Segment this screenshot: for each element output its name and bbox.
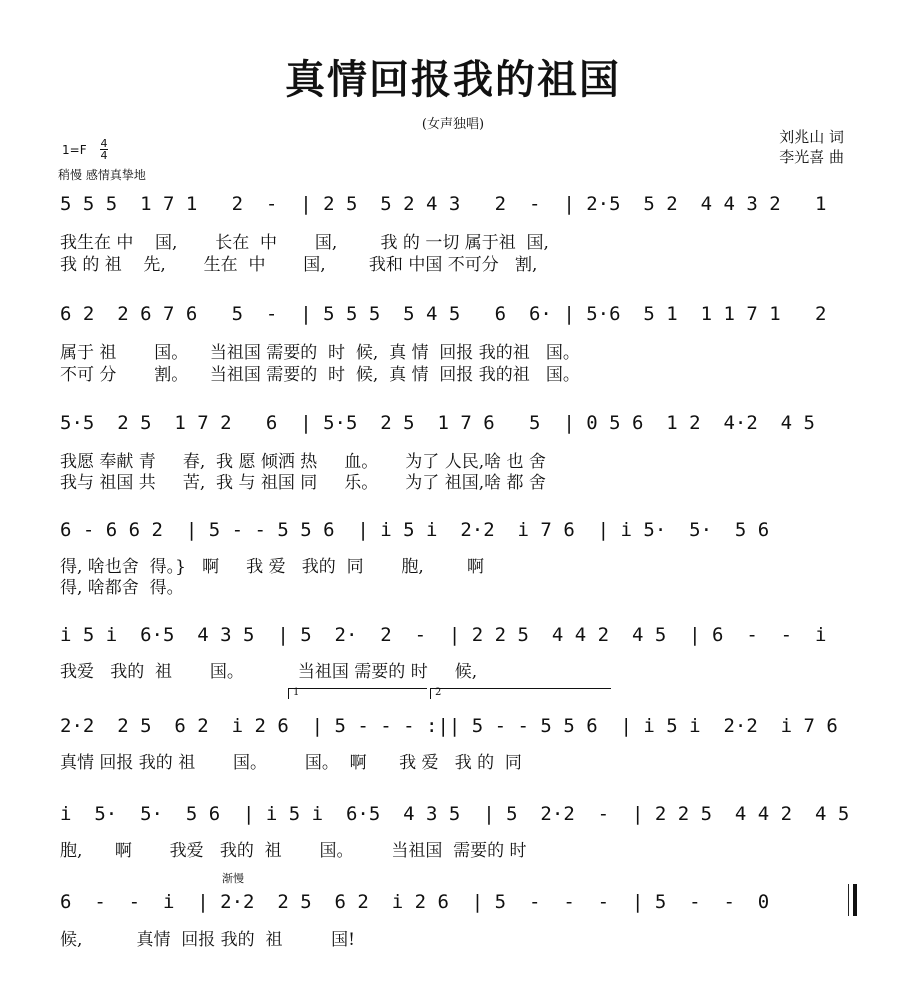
lyric-line-1: 属于 祖 国。 当祖国 需要的 时 候, 真 情 回报 我的祖 国。 [60,343,580,363]
lyricist-credit: 刘兆山 词 [779,128,844,146]
song-title: 真情回报我的祖国 [285,56,621,103]
lyric-line-2: 不可 分 割。 当祖国 需要的 时 候, 真 情 回报 我的祖 国。 [60,365,580,385]
key-signature: 1=F [62,143,87,157]
performance-note: (女声独唱) [421,117,485,132]
notes-line: i 5 i 6·5 4 3 5 | 5 2· 2 - | 2 2 5 4 4 2 4 5 | 6 - - i [60,624,827,646]
notes-line: 5 5 5 1 7 1 2 - | 2 5 5 2 4 3 2 - | 2·5 5 2 4 4 3 2 1 [60,193,827,215]
time-signature [100,138,108,161]
composer-credit: 李光喜 曲 [779,148,844,166]
notes-line: 6 2 2 6 7 6 5 - | 5 5 5 5 4 5 6 6· | 5·6 5 1 1 1 7 1 2 [60,303,827,325]
notes-line: 6 - - i | 2·2 2 5 6 2 i 2 6 | 5 - - - | 5 - - 0 [60,891,770,913]
ritardando-marking: 渐慢 [222,872,244,885]
lyric-line-2: 得, 啥都舍 得。 [60,578,184,598]
lyric-line-2: 我 的 祖 先, 生在 中 国, 我和 中国 不可分 割, [60,255,538,275]
notes-line: 6 - 6 6 2 | 5 - - 5 5 6 | i 5 i 2·2 i 7 6 | i 5· 5· 5 6 [60,519,770,541]
time-numerator: 4 [100,137,108,150]
final-barline [853,884,857,916]
lyric-line-1: 候, 真情 回报 我的 祖 国! [60,930,355,950]
lyric-line-1: 真情 回报 我的 祖 国。 国。 啊 我 爱 我 的 同 [60,753,522,773]
volta-bracket-2 [430,688,611,699]
barline [848,884,849,916]
notes-line: 2·2 2 5 6 2 i 2 6 | 5 - - - :|| 5 - - 5 5 6 | i 5 i 2·2 i 7 6 [60,715,838,737]
lyric-line-1: 我愿 奉献 青 春, 我 愿 倾洒 热 血。 为了 人民,啥 也 舍 [60,452,546,472]
lyric-line-2: 我与 祖国 共 苦, 我 与 祖国 同 乐。 为了 祖国,啥 都 舍 [60,473,546,493]
volta-number: 1 [293,687,300,698]
lyric-line-1: 我生在 中 国, 长在 中 国, 我 的 一切 属于祖 国, [60,233,549,253]
time-denominator: 4 [100,149,108,162]
lyric-line-1: 胞, 啊 我爱 我的 祖 国。 当祖国 需要的 时 [60,841,527,861]
volta-number: 2 [435,687,442,698]
notes-line: i 5· 5· 5 6 | i 5 i 6·5 4 3 5 | 5 2·2 - | 2 2 5 4 4 2 4 5 [60,803,850,825]
lyric-line-1: 得, 啥也舍 得。} 啊 我 爱 我的 同 胞, 啊 [60,557,485,577]
tempo-marking: 稍慢 感情真挚地 [58,168,146,182]
lyric-line-1: 我爱 我的 祖 国。 当祖国 需要的 时 候, [60,662,478,682]
notes-line: 5·5 2 5 1 7 2 6 | 5·5 2 5 1 7 6 5 | 0 5 6 1 2 4·2 4 5 [60,412,815,434]
volta-bracket-1 [288,688,427,699]
